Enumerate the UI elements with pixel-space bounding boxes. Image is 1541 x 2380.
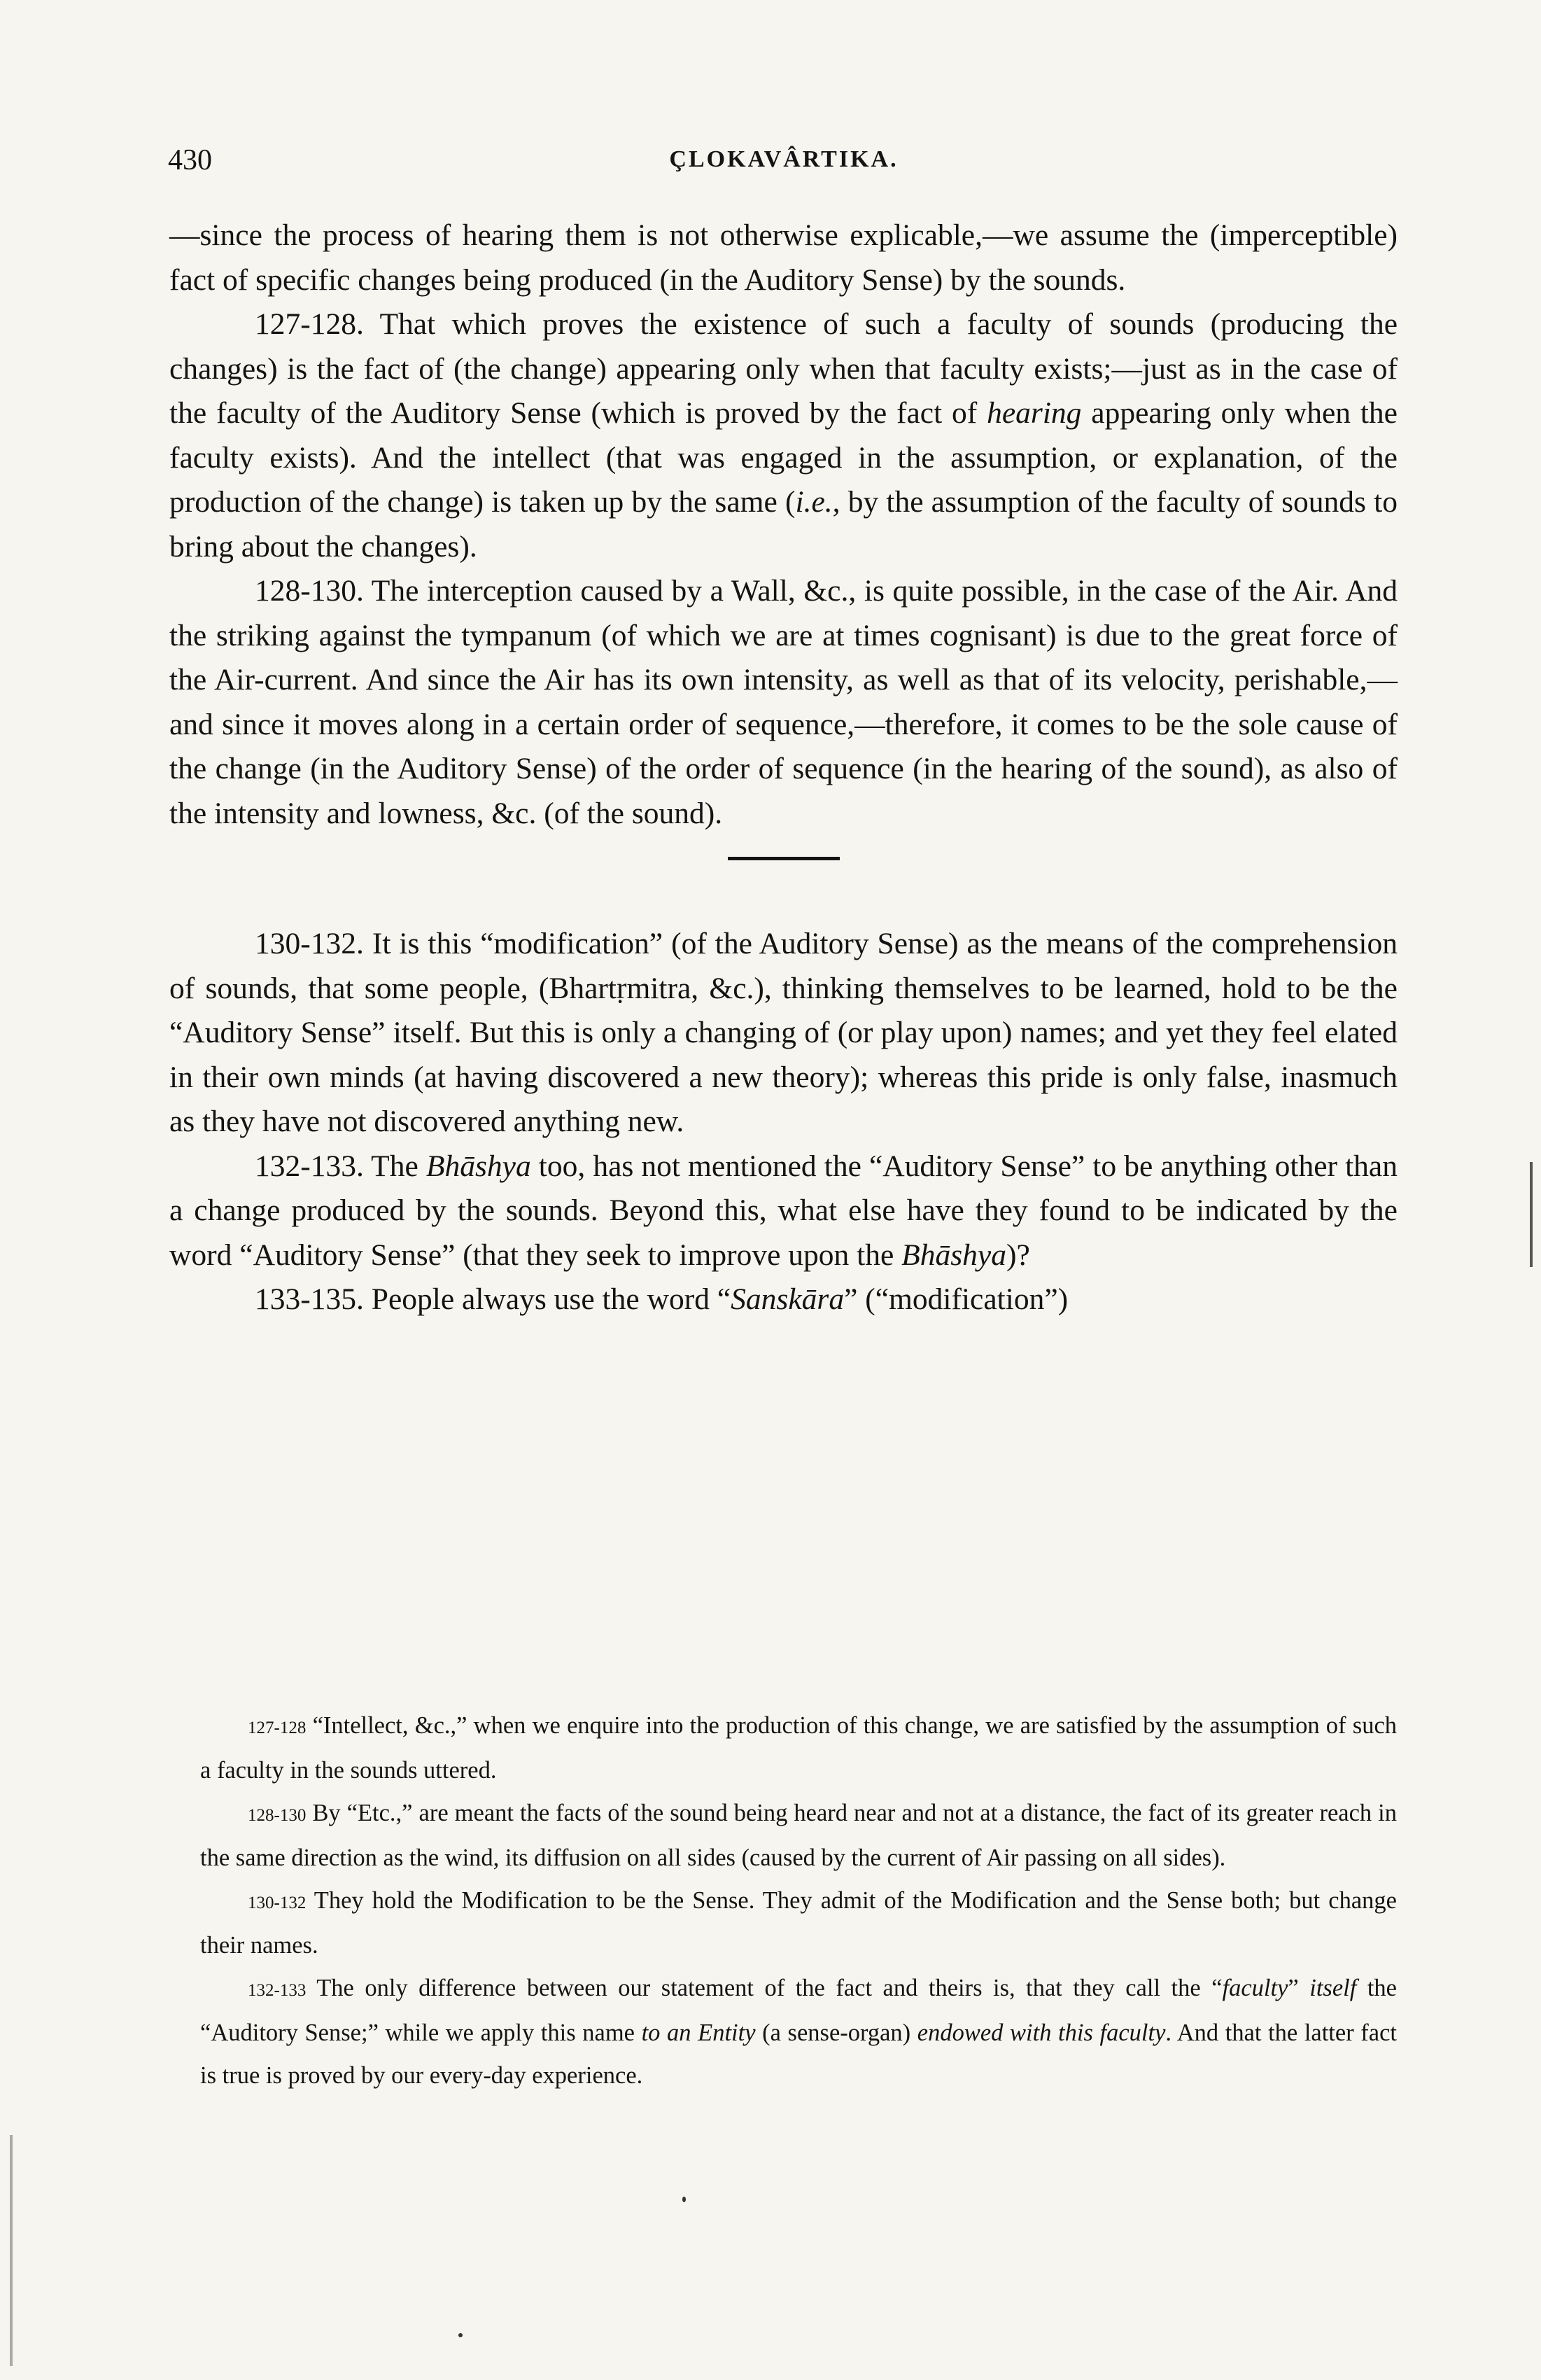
print-speck (458, 2333, 463, 2337)
footnote-text: . And that the latter fact is true is proved by our every-day experience. (200, 2019, 1397, 2089)
paragraph-text: ” (“modification”) (844, 1282, 1069, 1316)
emphasis: Bhāshya (425, 1149, 531, 1183)
paragraph-text: , by the assumption of the faculty of sounds to bring about the changes). (169, 485, 1398, 564)
paragraph-128-130 (169, 569, 1398, 836)
paragraph-130-132 (169, 922, 1398, 1144)
emphasis: itself (1309, 1975, 1357, 2001)
paragraph-text: It is this “modification” (of the Auditory Sense) as the means of the comprehension of sounds, that some people, (Bhartṛmitra, &c.), thinking themselves to be learned, hold to be the “Auditory Sense” itself. But this is only a changing of (or play upon) names; and yet they feel elated in their own minds (at having discovered a new theory); whereas this pride is only false, inasmuch as they have not discovered anything new. (169, 927, 1398, 1138)
paragraph-132-133 (169, 1144, 1398, 1278)
scan-edge-mark (10, 2135, 13, 2366)
footnote-text: ” (1288, 1975, 1310, 2001)
footnote-text: “Intellect, &c.,” when we enquire into the production of this change, we are satisfied by the assumption of such a faculty in the sounds uttered. (200, 1712, 1398, 1784)
emphasis: hearing (987, 396, 1082, 430)
paragraph-133-135 (169, 1278, 1398, 1322)
emphasis: to an Entity (641, 2019, 756, 2046)
footnote-text: (a sense-organ) (755, 2019, 917, 2046)
scan-edge-mark (1530, 1162, 1533, 1267)
footnote-ref: 128-130 (248, 1806, 307, 1825)
footnote-ref: 130-132 (248, 1893, 307, 1912)
footnote-132-133 (200, 1967, 1397, 2097)
verse-number: 133-135. (255, 1282, 364, 1316)
verse-number: 132-133. (255, 1149, 364, 1183)
footnote-128-130 (200, 1792, 1397, 1879)
footnote-127-128 (200, 1704, 1397, 1792)
footnote-130-132 (200, 1879, 1397, 1967)
verse-number: 130-132. (255, 927, 364, 960)
paragraph-127-128 (169, 302, 1398, 569)
main-text (169, 214, 1398, 1322)
footnote-text: the “Auditory Sense;” while we apply this name (200, 1975, 1397, 2046)
emphasis: Sanskāra (731, 1282, 845, 1316)
paragraph-text: )? (1006, 1238, 1030, 1272)
verse-number: 127-128. (255, 307, 364, 341)
paragraph-text: The interception caused by a Wall, &c., is quite possible, in the case of the Air. And the striking against the tympanum (of which we are at times cognisant) is due to the great force of the Air-current. And since the Air has its own intensity, as well as that of its velocity, perishable,—and since it moves along in a certain order of sequence,—therefore, it comes to be the sole cause of the change (in the Auditory Sense) of the order of sequence (in the hearing of the sound), as also of the intensity and lowness, &c. (of the sound). (169, 574, 1398, 830)
page-header (168, 144, 1400, 192)
emphasis: endowed with this faculty (917, 2019, 1166, 2046)
paragraph-text: appearing only when the faculty exists). And the intellect (that was engaged in the assumption, or explanation, of the production of the change) is taken up by the same ( (169, 396, 1398, 519)
emphasis: i.e. (795, 485, 833, 519)
footnote-text: They hold the Modification to be the Sense. They admit of the Modification and the Sense both; but change their names. (200, 1887, 1397, 1959)
section-divider (728, 857, 840, 860)
footnote-text: The only difference between our statement of the fact and theirs is, that they call the “ (316, 1975, 1223, 2001)
running-title: ÇLOKAVÂRTIKA. (669, 146, 899, 172)
footnote-ref: 127-128 (248, 1718, 307, 1737)
page-number: 430 (168, 144, 212, 176)
paragraph-text: People always use the word “ (371, 1282, 731, 1316)
paragraph-text: That which proves the existence of such a faculty of sounds (producing the changes) is the fact of (the change) appearing only when that faculty exists;—just as in the case of the faculty of the Auditory Sense (which is proved by the fact of (169, 307, 1398, 430)
footnote-ref: 132-133 (248, 1981, 307, 2000)
verse-number: 128-130. (255, 574, 364, 608)
paragraph-text: The (371, 1149, 426, 1183)
paragraph-text: —since the process of hearing them is not otherwise explicable,—we assume the (imperceptible) fact of specific changes being produced (in the Auditory Sense) by the sounds. (169, 218, 1398, 297)
paragraph-continuation (169, 214, 1398, 302)
footnote-text: By “Etc.,” are meant the facts of the sound being heard near and not at a distance, the fact of its greater reach in the same direction as the wind, its diffusion on all sides (caused by the current of Air passing on all sides). (200, 1800, 1397, 1871)
emphasis: Bhāshya (901, 1238, 1006, 1272)
paragraph-text: too, has not mentioned the “Auditory Sense” to be anything other than a change produced by the sounds. Beyond this, what else have they found to be indicated by the word “Auditory Sense” (that they seek to improve upon the (169, 1149, 1398, 1272)
emphasis: faculty (1222, 1975, 1288, 2001)
footnotes (200, 1704, 1397, 2097)
print-speck (682, 2197, 686, 2202)
